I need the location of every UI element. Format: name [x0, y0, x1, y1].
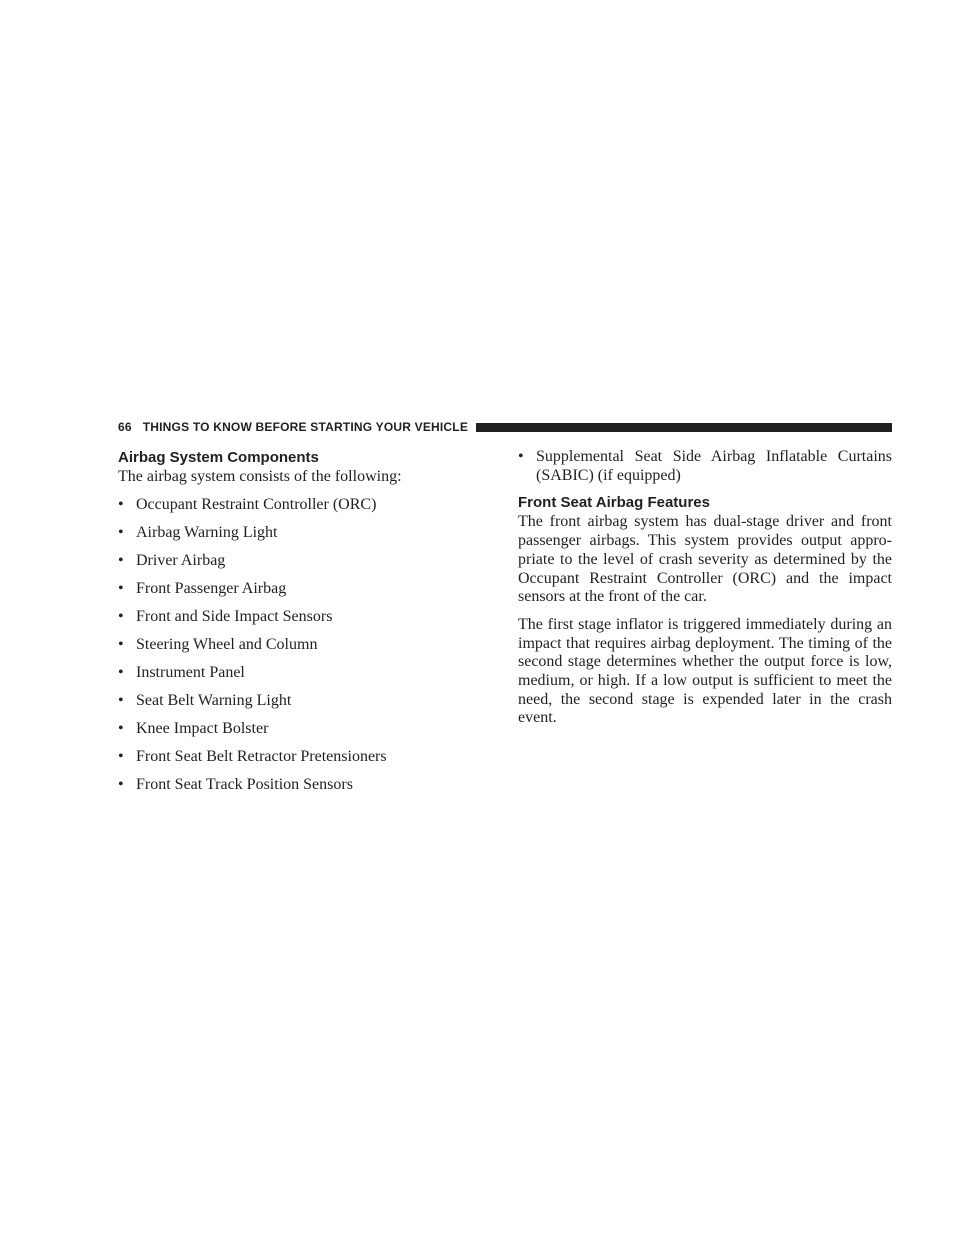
page-number: 66 [118, 420, 132, 434]
list-item: • Driver Airbag [118, 552, 478, 571]
list-item: • Front and Side Impact Sensors [118, 608, 478, 627]
page-header [118, 419, 892, 435]
header-rule [476, 423, 892, 432]
list-item: • Occupant Restraint Controller (ORC) [118, 496, 478, 515]
left-column [118, 448, 478, 804]
list-item: • Front Seat Track Position Sensors [118, 776, 478, 795]
front-seat-airbag-heading: Front Seat Airbag Features [518, 494, 710, 512]
list-item: • Knee Impact Bolster [118, 720, 478, 739]
front-seat-airbag-paragraph-2: The first stage inflator is triggered immediately during an impact that requires airbag deployment. The timing of the second stage determines whether the output force is low, medium, or high. If a low output is sufficient to meet the need, the second stage is expended later in the crash event. [518, 615, 892, 727]
airbag-components-list [118, 496, 478, 795]
front-seat-airbag-paragraph-1: The front airbag system has dual-stage driver and front passenger airbags. This system provides output appro-priate to the level of crash severity as determined by the Occupant Restraint Controller (ORC) and the impact sensors at the front of the car. [518, 513, 892, 606]
list-item: • Seat Belt Warning Light [118, 692, 478, 711]
list-item: • Front Passenger Airbag [118, 580, 478, 599]
right-column [518, 448, 892, 728]
list-item: • Supplemental Seat Side Airbag Inflatable Curtains (SABIC) (if equipped) [518, 448, 892, 485]
list-item: • Steering Wheel and Column [118, 636, 478, 655]
list-item: • Instrument Panel [118, 664, 478, 683]
section-title: THINGS TO KNOW BEFORE STARTING YOUR VEHICLE [142, 420, 469, 434]
airbag-components-list-continued [518, 448, 892, 485]
airbag-components-heading: Airbag System Components [118, 449, 319, 466]
list-item: • Front Seat Belt Retractor Pretensioners [118, 748, 478, 767]
airbag-components-intro: The airbag system consists of the following: [118, 468, 402, 485]
list-item: • Airbag Warning Light [118, 524, 478, 543]
